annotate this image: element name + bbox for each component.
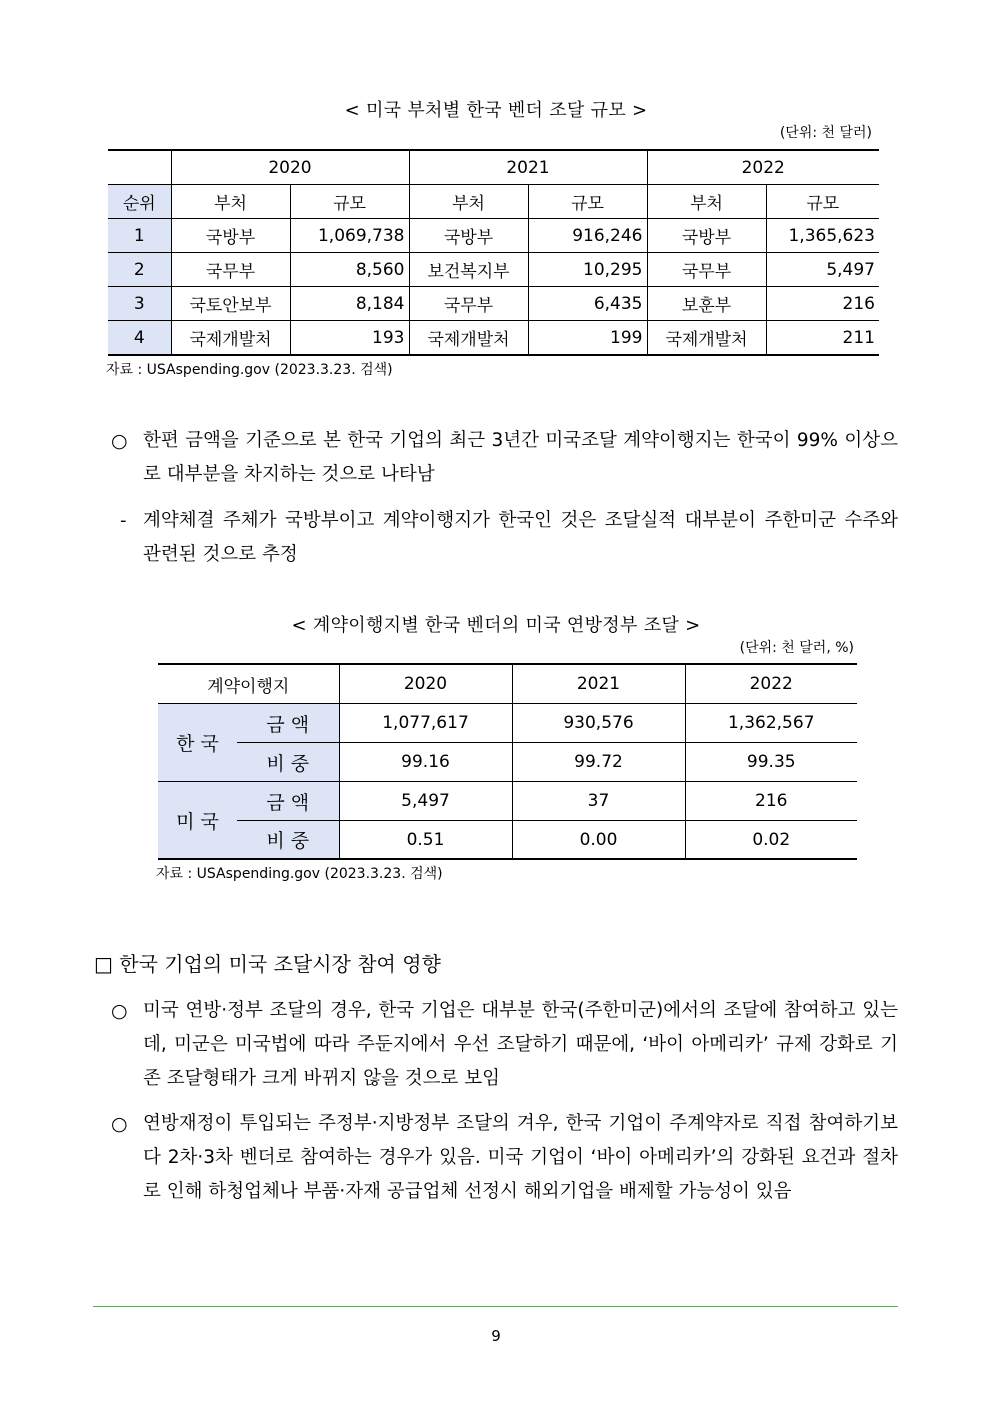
- table2-source: 자료 : USAspending.gov (2023.3.23. 검색): [156, 866, 443, 882]
- table2-caption: < 계약이행지별 한국 벤더의 미국 연방정부 조달 >: [291, 615, 701, 636]
- table-row: [158, 704, 857, 743]
- share-cell: 0.02: [752, 829, 791, 850]
- rank-cell: 2: [108, 253, 171, 287]
- square-bullet: □: [94, 952, 113, 976]
- share-cell: 99.35: [746, 752, 796, 772]
- paragraph-text: 계약체결 주체가 국방부이고 계약이행지가 한국인 것은 조달실적 대부분이 주한미군 수주와 관련된 것으로 추정: [143, 510, 898, 565]
- dept-cell: 보훈부: [647, 287, 766, 321]
- value-cell: 6,435: [528, 287, 647, 321]
- dept-cell: 국제개발처: [647, 321, 766, 356]
- paragraph-text: 연방재정이 투입되는 주정부·지방정부 조달의 겨우, 한국 기업이 주계약자로 직접 참여하기보다 2차·3차 벤더로 참여하는 경우가 있음. 미국 기업이 ‘바이 아메리카’의 강화된 요건과 절차로 인해 하청업체나 부품·자재 공급업체 선정시 해외기업을 배제할 가능성이 있음: [143, 1113, 898, 1202]
- table-department-procurement: [108, 149, 879, 356]
- rank-cell: 4: [108, 321, 171, 356]
- footer-divider: [93, 1306, 898, 1307]
- year-header: 2022: [749, 674, 793, 694]
- value-cell: 1,365,623: [788, 225, 875, 246]
- value-cell: 8,560: [290, 253, 409, 287]
- dept-cell: 국방부: [409, 219, 528, 253]
- amount-label: 금 액: [237, 782, 339, 821]
- table-row: [108, 219, 879, 253]
- year-header: 2021: [512, 664, 685, 704]
- section-heading: [94, 948, 441, 977]
- amount-cell: 1,362,567: [727, 713, 815, 733]
- size-header: 규모: [806, 194, 840, 214]
- place-header: 계약이행지: [158, 664, 339, 704]
- rank-header: 순위: [108, 185, 171, 219]
- rank-cell: 1: [108, 219, 171, 253]
- dept-cell: 국방부: [647, 219, 766, 253]
- table1-unit: (단위: 천 달러): [779, 125, 872, 141]
- size-header: 규모: [290, 185, 409, 219]
- table-row: [108, 287, 879, 321]
- amount-cell: 37: [512, 782, 685, 821]
- value-cell: 10,295: [528, 253, 647, 287]
- table-row: [108, 321, 879, 356]
- dept-header: 부처: [171, 185, 290, 219]
- year-header: 2022: [647, 150, 879, 185]
- size-header: 규모: [528, 185, 647, 219]
- value-cell: 916,246: [528, 219, 647, 253]
- table-row: [108, 253, 879, 287]
- amount-cell: 930,576: [512, 704, 685, 743]
- dept-cell: 보건복지부: [409, 253, 528, 287]
- table-place-of-performance: [158, 663, 857, 860]
- value-cell: 5,497: [826, 259, 875, 280]
- dash-bullet: -: [120, 510, 127, 531]
- share-cell: 0.51: [339, 821, 512, 860]
- value-cell: 8,184: [290, 287, 409, 321]
- page-number: 9: [491, 1327, 501, 1345]
- table-row: [158, 821, 857, 860]
- value-cell: 1,069,738: [290, 219, 409, 253]
- share-cell: 99.16: [339, 743, 512, 782]
- dept-cell: 국무부: [171, 253, 290, 287]
- dept-cell: 국방부: [171, 219, 290, 253]
- year-header: 2020: [339, 664, 512, 704]
- value-cell: 199: [528, 321, 647, 356]
- amount-cell: 1,077,617: [339, 704, 512, 743]
- share-cell: 0.00: [512, 821, 685, 860]
- share-label: 비 중: [237, 821, 339, 860]
- share-cell: 99.72: [512, 743, 685, 782]
- usa-label: 미 국: [158, 782, 237, 860]
- value-cell: 216: [842, 293, 875, 314]
- circle-bullet: ○: [111, 430, 128, 452]
- dept-cell: 국토안보부: [171, 287, 290, 321]
- year-header: 2020: [171, 150, 409, 185]
- table2-unit: (단위: 천 달러, %): [739, 640, 854, 656]
- circle-bullet: ○: [111, 1000, 128, 1022]
- table-row: [158, 743, 857, 782]
- value-cell: 193: [290, 321, 409, 356]
- dept-cell: 국무부: [647, 253, 766, 287]
- amount-cell: 5,497: [339, 782, 512, 821]
- paragraph-text: 미국 연방·정부 조달의 경우, 한국 기업은 대부분 한국(주한미군)에서의 조달에 참여하고 있는데, 미군은 미국법에 따라 주둔지에서 우선 조달하기 때문에, ‘바이 아메리카’ 규제 강화로 기존 조달형태가 크게 바뀌지 않을 것으로 보임: [143, 1000, 898, 1089]
- amount-label: 금 액: [237, 704, 339, 743]
- table-row: [158, 782, 857, 821]
- amount-cell: 216: [755, 791, 788, 811]
- share-label: 비 중: [237, 743, 339, 782]
- value-cell: 211: [842, 327, 875, 348]
- rank-cell: 3: [108, 287, 171, 321]
- circle-bullet: ○: [111, 1113, 128, 1135]
- dept-cell: 국제개발처: [409, 321, 528, 356]
- year-header: 2021: [409, 150, 647, 185]
- section-title: 한국 기업의 미국 조달시장 참여 영향: [119, 952, 441, 976]
- korea-label: 한 국: [158, 704, 237, 782]
- table1-caption: < 미국 부처별 한국 벤더 조달 규모 >: [344, 100, 648, 121]
- dept-cell: 국제개발처: [171, 321, 290, 356]
- dept-header: 부처: [409, 185, 528, 219]
- table1-source: 자료 : USAspending.gov (2023.3.23. 검색): [106, 362, 393, 378]
- dept-cell: 국무부: [409, 287, 528, 321]
- corner-cell: [108, 150, 171, 185]
- paragraph-text: 한편 금액을 기준으로 본 한국 기업의 최근 3년간 미국조달 계약이행지는 한국이 99% 이상으로 대부분을 차지하는 것으로 나타남: [143, 430, 898, 485]
- dept-header: 부처: [647, 185, 766, 219]
